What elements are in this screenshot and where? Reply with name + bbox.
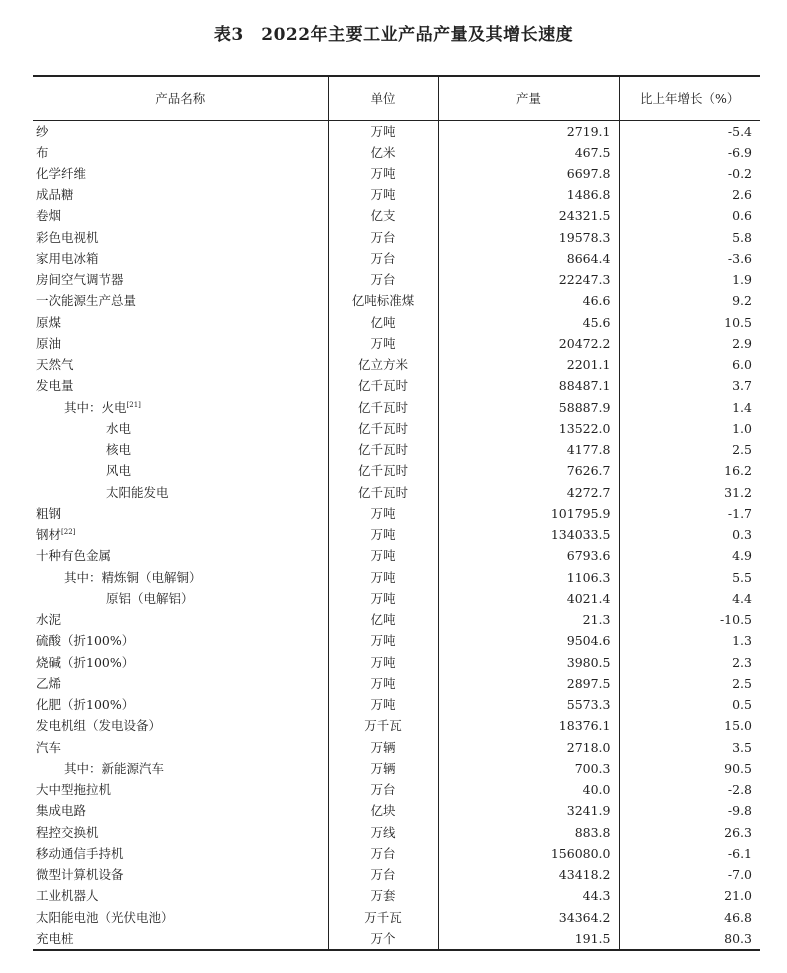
table-row (33, 312, 760, 333)
table-row (33, 227, 760, 248)
product-name (33, 715, 328, 736)
output-cell: 5573.3 (438, 694, 619, 715)
table-row (33, 120, 760, 142)
growth-cell: -1.7 (619, 503, 760, 524)
output-cell: 45.6 (438, 312, 619, 333)
unit-cell: 万套 (328, 885, 438, 906)
growth-cell: 0.6 (619, 205, 760, 226)
product-name (33, 694, 328, 715)
unit-cell: 亿千瓦时 (328, 482, 438, 503)
growth-cell: 3.5 (619, 737, 760, 758)
product-name (33, 439, 328, 460)
growth-cell: -7.0 (619, 864, 760, 885)
product-name-text: 烧碱（折100%） (36, 654, 135, 670)
unit-cell: 万吨 (328, 588, 438, 609)
table-row (33, 460, 760, 481)
unit-cell: 万台 (328, 248, 438, 269)
unit-cell: 万吨 (328, 545, 438, 566)
table-row (33, 545, 760, 566)
output-cell: 6793.6 (438, 545, 619, 566)
output-cell: 700.3 (438, 758, 619, 779)
output-cell: 46.6 (438, 290, 619, 311)
product-name-text: 风电 (106, 463, 132, 479)
product-name-text: 家用电冰箱 (36, 250, 99, 266)
table-row (33, 588, 760, 609)
table-row (33, 609, 760, 630)
output-cell: 88487.1 (438, 375, 619, 396)
table-row (33, 737, 760, 758)
product-name (33, 843, 328, 864)
product-name (33, 375, 328, 396)
unit-cell: 万吨 (328, 524, 438, 545)
product-name-text: 布 (36, 144, 49, 160)
output-cell: 4177.8 (438, 439, 619, 460)
product-name-text: 发电机组（发电设备） (36, 718, 162, 734)
growth-cell: 3.7 (619, 375, 760, 396)
output-cell: 21.3 (438, 609, 619, 630)
table-row (33, 673, 760, 694)
unit-cell: 万吨 (328, 694, 438, 715)
unit-cell: 万台 (328, 227, 438, 248)
footnote-ref: [22] (61, 528, 76, 537)
growth-cell: 2.3 (619, 652, 760, 673)
product-name (33, 333, 328, 354)
output-cell: 3241.9 (438, 800, 619, 821)
header-growth: 比上年增长（%） (619, 76, 760, 120)
growth-cell: 4.4 (619, 588, 760, 609)
unit-cell: 万台 (328, 864, 438, 885)
growth-cell: 16.2 (619, 460, 760, 481)
header-product-name: 产品名称 (33, 76, 328, 120)
output-cell: 2201.1 (438, 354, 619, 375)
table-row (33, 822, 760, 843)
table-title: 表3 2022年主要工业产品产量及其增长速度 (213, 25, 574, 45)
output-cell: 24321.5 (438, 205, 619, 226)
table-row (33, 864, 760, 885)
table-row (33, 503, 760, 524)
table-row (33, 843, 760, 864)
product-name-text: 原铝（电解铝） (106, 590, 194, 606)
table-row (33, 354, 760, 375)
product-name-text: 微型计算机设备 (36, 867, 124, 883)
product-name-text: 房间空气调节器 (36, 272, 124, 288)
header-row (33, 76, 760, 120)
output-cell: 134033.5 (438, 524, 619, 545)
product-name-text: 彩色电视机 (36, 229, 99, 245)
growth-cell: 2.5 (619, 439, 760, 460)
product-name (33, 269, 328, 290)
unit-cell: 万千瓦 (328, 715, 438, 736)
table-row (33, 885, 760, 906)
unit-cell: 万吨 (328, 567, 438, 588)
unit-cell: 亿千瓦时 (328, 439, 438, 460)
unit-cell: 万台 (328, 779, 438, 800)
table-row (33, 715, 760, 736)
table-row (33, 397, 760, 418)
output-cell: 20472.2 (438, 333, 619, 354)
growth-cell: 2.9 (619, 333, 760, 354)
product-name-text: 核电 (106, 442, 132, 458)
growth-cell: -2.8 (619, 779, 760, 800)
product-name-text: 工业机器人 (36, 888, 99, 904)
unit-cell: 亿千瓦时 (328, 460, 438, 481)
table-row (33, 142, 760, 163)
table-row (33, 333, 760, 354)
product-name (33, 822, 328, 843)
unit-cell: 万个 (328, 928, 438, 950)
output-cell: 4272.7 (438, 482, 619, 503)
table-row (33, 630, 760, 651)
product-name-text: 天然气 (36, 357, 74, 373)
product-name (33, 567, 328, 588)
product-name (33, 779, 328, 800)
table-row (33, 163, 760, 184)
product-name-text: 化学纤维 (36, 165, 87, 181)
unit-cell: 亿千瓦时 (328, 418, 438, 439)
output-cell: 2719.1 (438, 120, 619, 142)
table-row (33, 269, 760, 290)
growth-cell: -6.9 (619, 142, 760, 163)
product-name (33, 184, 328, 205)
unit-cell: 亿千瓦时 (328, 397, 438, 418)
unit-cell: 亿米 (328, 142, 438, 163)
growth-cell: 80.3 (619, 928, 760, 950)
output-cell: 34364.2 (438, 907, 619, 928)
growth-cell: -0.2 (619, 163, 760, 184)
growth-cell: -6.1 (619, 843, 760, 864)
product-name-text: 化肥（折100%） (36, 697, 135, 713)
output-cell: 8664.4 (438, 248, 619, 269)
product-name-text: 其中：精炼铜（电解铜） (64, 569, 202, 585)
table-row (33, 184, 760, 205)
table-row (33, 482, 760, 503)
unit-cell: 万吨 (328, 333, 438, 354)
product-name-text: 水泥 (36, 612, 62, 628)
product-name-text: 太阳能发电 (106, 484, 169, 500)
product-name (33, 630, 328, 651)
output-cell: 19578.3 (438, 227, 619, 248)
growth-cell: 21.0 (619, 885, 760, 906)
growth-cell: 90.5 (619, 758, 760, 779)
table-row (33, 524, 760, 545)
table-row (33, 205, 760, 226)
output-cell: 1486.8 (438, 184, 619, 205)
footnote-ref: [21] (126, 400, 141, 409)
growth-cell: -5.4 (619, 120, 760, 142)
product-name (33, 588, 328, 609)
growth-cell: 15.0 (619, 715, 760, 736)
growth-cell: 0.5 (619, 694, 760, 715)
table-row (33, 439, 760, 460)
unit-cell: 亿块 (328, 800, 438, 821)
output-cell: 101795.9 (438, 503, 619, 524)
growth-cell: 2.6 (619, 184, 760, 205)
product-name (33, 248, 328, 269)
product-name-text: 十种有色金属 (36, 548, 112, 564)
product-name-text: 集成电路 (36, 803, 87, 819)
product-name-text: 硫酸（折100%） (36, 633, 135, 649)
unit-cell: 亿支 (328, 205, 438, 226)
growth-cell: 31.2 (619, 482, 760, 503)
table-row (33, 694, 760, 715)
product-name (33, 418, 328, 439)
product-name-text: 其中：火电 (64, 399, 127, 415)
output-cell: 13522.0 (438, 418, 619, 439)
growth-cell: 10.5 (619, 312, 760, 333)
output-cell: 883.8 (438, 822, 619, 843)
output-cell: 40.0 (438, 779, 619, 800)
unit-cell: 万台 (328, 843, 438, 864)
unit-cell: 亿立方米 (328, 354, 438, 375)
unit-cell: 万吨 (328, 503, 438, 524)
product-name-text: 钢材 (36, 527, 62, 543)
growth-cell: 1.4 (619, 397, 760, 418)
growth-cell: 1.0 (619, 418, 760, 439)
product-name (33, 609, 328, 630)
unit-cell: 万线 (328, 822, 438, 843)
header-unit: 单位 (328, 76, 438, 120)
output-cell: 3980.5 (438, 652, 619, 673)
product-name-text: 大中型拖拉机 (36, 782, 112, 798)
unit-cell: 万辆 (328, 758, 438, 779)
product-name (33, 545, 328, 566)
unit-cell: 万吨 (328, 184, 438, 205)
product-name (33, 885, 328, 906)
product-name-text: 其中：新能源汽车 (64, 760, 165, 776)
product-name (33, 652, 328, 673)
output-cell: 58887.9 (438, 397, 619, 418)
product-name (33, 397, 328, 418)
product-name (33, 800, 328, 821)
product-name (33, 673, 328, 694)
growth-cell: -10.5 (619, 609, 760, 630)
product-name-text: 移动通信手持机 (36, 845, 124, 861)
growth-cell: 0.3 (619, 524, 760, 545)
growth-cell: 2.5 (619, 673, 760, 694)
unit-cell: 亿吨 (328, 312, 438, 333)
product-name (33, 524, 328, 545)
product-name-text: 程控交换机 (36, 824, 99, 840)
unit-cell: 亿吨 (328, 609, 438, 630)
table-row (33, 907, 760, 928)
product-name-text: 汽车 (36, 739, 62, 755)
growth-cell: -9.8 (619, 800, 760, 821)
output-cell: 156080.0 (438, 843, 619, 864)
product-name (33, 290, 328, 311)
unit-cell: 万吨 (328, 673, 438, 694)
product-name-text: 一次能源生产总量 (36, 293, 137, 309)
output-cell: 2718.0 (438, 737, 619, 758)
unit-cell: 亿吨标准煤 (328, 290, 438, 311)
unit-cell: 万吨 (328, 630, 438, 651)
output-cell: 43418.2 (438, 864, 619, 885)
output-cell: 191.5 (438, 928, 619, 950)
table-row (33, 800, 760, 821)
growth-cell: 5.8 (619, 227, 760, 248)
product-name (33, 354, 328, 375)
product-name-text: 原油 (36, 335, 62, 351)
growth-cell: 6.0 (619, 354, 760, 375)
output-cell: 1106.3 (438, 567, 619, 588)
output-cell: 22247.3 (438, 269, 619, 290)
growth-cell: 5.5 (619, 567, 760, 588)
product-name (33, 758, 328, 779)
growth-cell: -3.6 (619, 248, 760, 269)
product-name (33, 460, 328, 481)
product-name (33, 120, 328, 142)
unit-cell: 万吨 (328, 120, 438, 142)
product-name (33, 503, 328, 524)
table-row (33, 418, 760, 439)
product-name-text: 纱 (36, 123, 49, 139)
product-name-text: 发电量 (36, 378, 74, 394)
product-name (33, 205, 328, 226)
output-cell: 44.3 (438, 885, 619, 906)
product-name-text: 乙烯 (36, 675, 62, 691)
product-name (33, 142, 328, 163)
product-name (33, 482, 328, 503)
output-cell: 18376.1 (438, 715, 619, 736)
product-name-text: 充电桩 (36, 930, 74, 946)
growth-cell: 9.2 (619, 290, 760, 311)
unit-cell: 亿千瓦时 (328, 375, 438, 396)
table-row (33, 290, 760, 311)
table-row (33, 652, 760, 673)
unit-cell: 万台 (328, 269, 438, 290)
product-name (33, 864, 328, 885)
growth-cell: 1.3 (619, 630, 760, 651)
growth-cell: 46.8 (619, 907, 760, 928)
output-cell: 2897.5 (438, 673, 619, 694)
output-cell: 9504.6 (438, 630, 619, 651)
table-row (33, 567, 760, 588)
product-name-text: 原煤 (36, 314, 62, 330)
output-cell: 467.5 (438, 142, 619, 163)
product-name (33, 928, 328, 950)
header-output: 产量 (438, 76, 619, 120)
product-name (33, 907, 328, 928)
table-row (33, 758, 760, 779)
table-row (33, 779, 760, 800)
growth-cell: 1.9 (619, 269, 760, 290)
unit-cell: 万吨 (328, 163, 438, 184)
product-name (33, 737, 328, 758)
unit-cell: 万千瓦 (328, 907, 438, 928)
industrial-output-table (33, 75, 760, 951)
product-name-text: 卷烟 (36, 208, 62, 224)
table-row (33, 248, 760, 269)
output-cell: 4021.4 (438, 588, 619, 609)
product-name-text: 成品糖 (36, 187, 74, 203)
table-row (33, 928, 760, 950)
growth-cell: 4.9 (619, 545, 760, 566)
product-name (33, 163, 328, 184)
table-row (33, 375, 760, 396)
output-cell: 7626.7 (438, 460, 619, 481)
growth-cell: 26.3 (619, 822, 760, 843)
product-name (33, 312, 328, 333)
product-name (33, 227, 328, 248)
product-name-text: 水电 (106, 420, 132, 436)
output-cell: 6697.8 (438, 163, 619, 184)
unit-cell: 万吨 (328, 652, 438, 673)
product-name-text: 太阳能电池（光伏电池） (36, 909, 174, 925)
product-name-text: 粗钢 (36, 505, 62, 521)
unit-cell: 万辆 (328, 737, 438, 758)
